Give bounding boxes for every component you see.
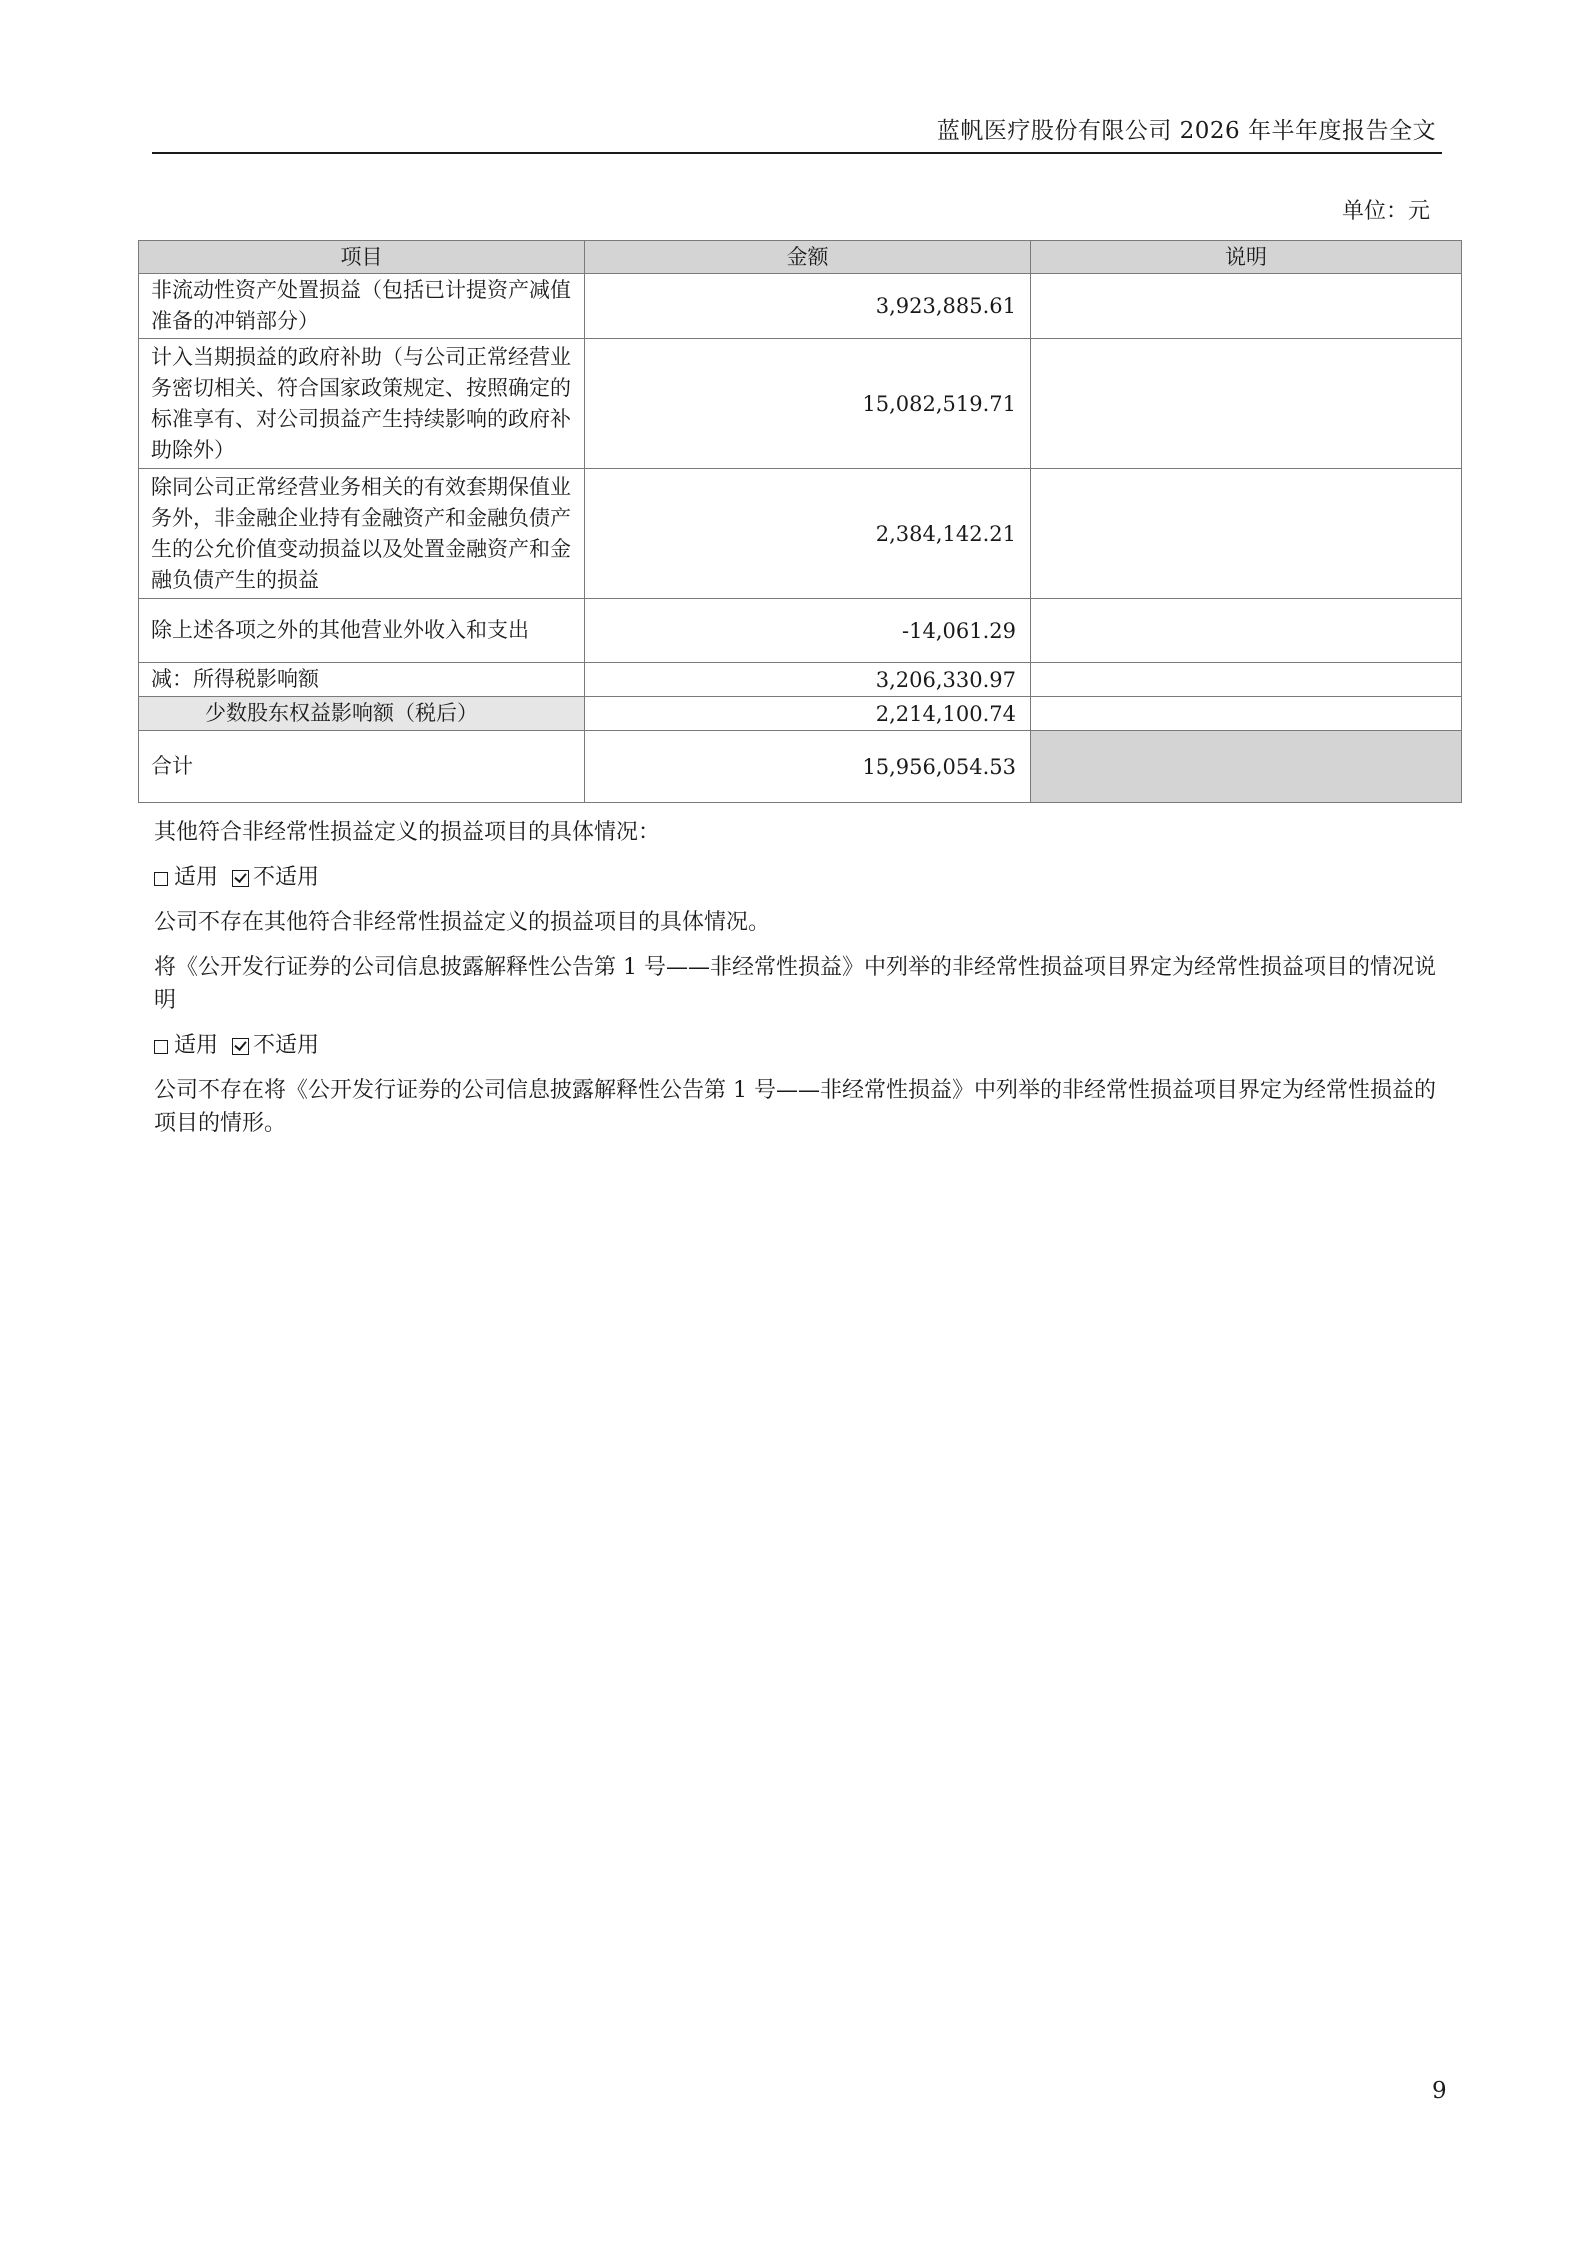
row-note [1031,599,1462,663]
checked-box-icon [232,1038,249,1055]
checked-box-icon [232,870,249,887]
column-header-amount: 金额 [585,241,1031,274]
not-applicable-label: 不适用 [253,1033,320,1058]
row-amount: 15,082,519.71 [585,339,1031,469]
non-recurring-gains-table [138,240,1462,803]
unchecked-box-icon [154,1040,168,1054]
not-applicable-label: 不适用 [253,865,320,890]
header-title: 蓝帆医疗股份有限公司 2026 年半年度报告全文 [936,118,1436,144]
table-row [139,599,1462,663]
table-total-row [139,731,1462,803]
unchecked-box-icon [154,872,168,886]
table-row [139,339,1462,469]
note-paragraph: 公司不存在其他符合非经常性损益定义的损益项目的具体情况。 [154,910,771,935]
page-header [152,108,1442,154]
row-item: 非流动性资产处置损益（包括已计提资产减值准备的冲销部分） [139,274,585,339]
row-item: 少数股东权益影响额（税后） [139,697,585,731]
row-note [1031,274,1462,339]
applicability-line [154,1029,1444,1062]
row-note [1031,663,1462,697]
table-row [139,469,1462,599]
row-item: 计入当期损益的政府补助（与公司正常经营业务密切相关、符合国家政策规定、按照确定的标准享有、对公司损益产生持续影响的政府补助除外） [139,339,585,469]
row-item: 除同公司正常经营业务相关的有效套期保值业务外，非金融企业持有金融资产和金融负债产生的公允价值变动损益以及处置金融资产和金融负债产生的损益 [139,469,585,599]
row-note [1031,697,1462,731]
note-paragraph: 公司不存在将《公开发行证券的公司信息披露解释性公告第 1 号——非经常性损益》中列举的非经常性损益项目界定为经常性损益的项目的情形。 [154,1078,1436,1136]
row-note [1031,469,1462,599]
note-paragraph: 其他符合非经常性损益定义的损益项目的具体情况： [154,820,661,845]
total-amount: 15,956,054.53 [585,731,1031,803]
total-label: 合计 [139,731,585,803]
table-row [139,663,1462,697]
row-note [1031,339,1462,469]
row-item: 减：所得税影响额 [139,663,585,697]
table-row [139,274,1462,339]
row-amount: 2,384,142.21 [585,469,1031,599]
row-item: 除上述各项之外的其他营业外收入和支出 [139,599,585,663]
page-number: 9 [1432,2078,1447,2104]
table-row [139,697,1462,731]
row-amount: 2,214,100.74 [585,697,1031,731]
column-header-item: 项目 [139,241,585,274]
note-paragraph: 将《公开发行证券的公司信息披露解释性公告第 1 号——非经常性损益》中列举的非经常性损益项目界定为经常性损益项目的情况说明 [154,955,1436,1013]
column-header-note: 说明 [1031,241,1462,274]
applicable-label: 适用 [174,865,219,890]
notes-section [154,816,1444,1152]
row-amount: -14,061.29 [585,599,1031,663]
total-note [1031,731,1462,803]
row-amount: 3,206,330.97 [585,663,1031,697]
unit-label: 单位：元 [1341,199,1430,224]
table-header-row [139,241,1462,274]
row-amount: 3,923,885.61 [585,274,1031,339]
applicable-label: 适用 [174,1033,219,1058]
applicability-line [154,861,1444,894]
